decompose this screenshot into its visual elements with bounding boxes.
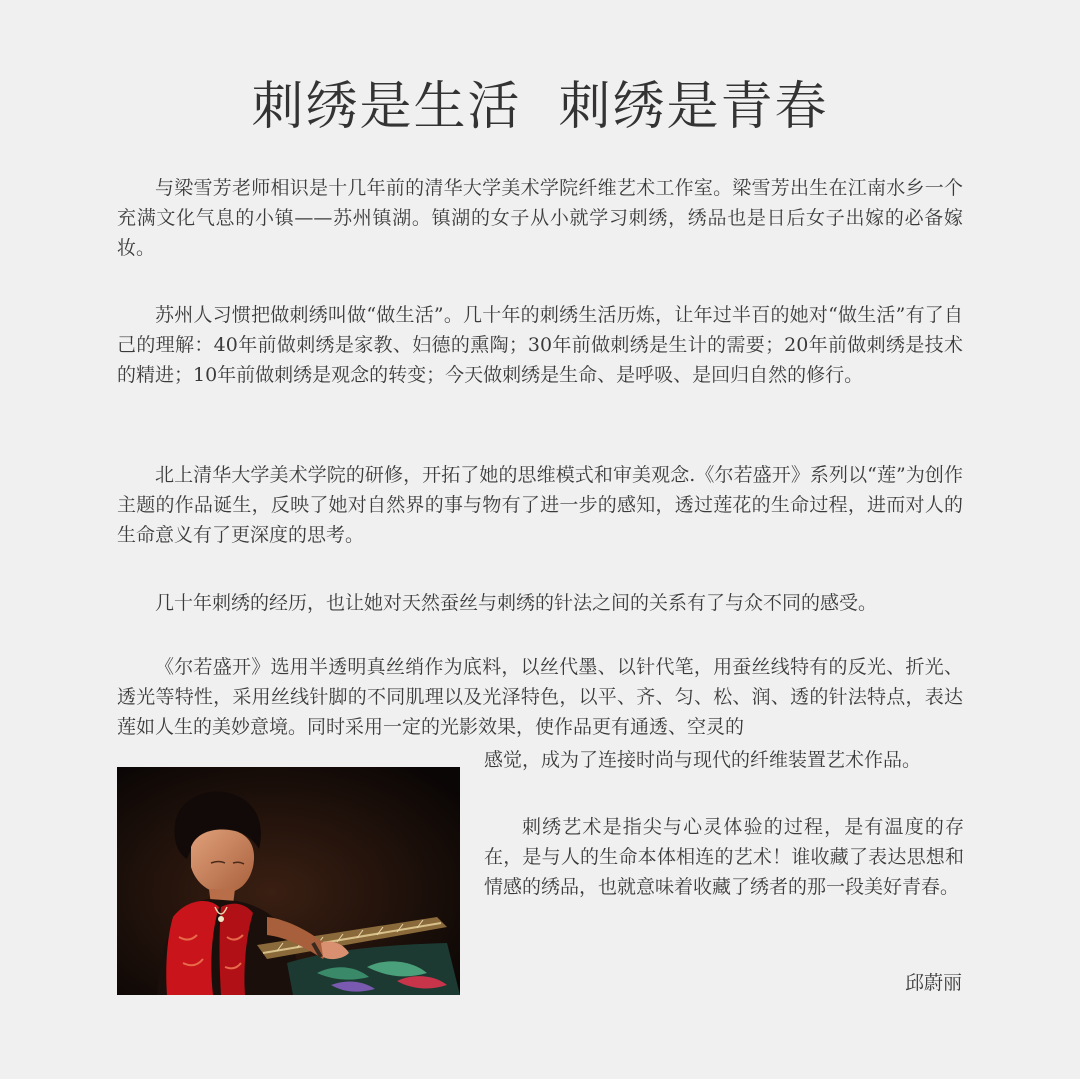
paragraph-experience: 几十年刺绣的经历，也让她对天然蚕丝与刺绣的针法之间的关系有了与众不同的感受。: [155, 592, 878, 614]
paragraph-conclusion: 刺绣艺术是指尖与心灵体验的过程，是有温度的存在，是与人的生命本体相连的艺术！谁收藏了表达思想和情感的绣品，也就意味着收藏了绣者的那一段美好青春。: [484, 816, 964, 898]
embroidery-photo-illustration: [117, 767, 460, 995]
author-signature: 邱蔚丽: [904, 972, 962, 994]
paragraph-erruoshengkai: 《尔若盛开》选用半透明真丝绡作为底料，以丝代墨、以针代笔，用蚕丝线特有的反光、折光、透光等特性，采用丝线针脚的不同肌理以及光泽特色，以平、齐、匀、松、润、透的针法特点，表达莲如人生的美妙意境。同时采用一定的光影效果，使作品更有通透、空灵的: [117, 656, 963, 738]
paragraph-erruoshengkai-end: 感觉，成为了连接时尚与现代的纤维装置艺术作品。: [484, 749, 922, 771]
paragraph-intro: 与梁雪芳老师相识是十几年前的清华大学美术学院纤维艺术工作室。梁雪芳出生在江南水乡一个充满文化气息的小镇——苏州镇湖。镇湖的女子从小就学习刺绣，绣品也是日后女子出嫁的必备嫁妆。: [117, 177, 963, 259]
page-title: 刺绣是生活 刺绣是青春: [251, 77, 829, 137]
paragraph-zuoshenghuo: 苏州人习惯把做刺绣叫做“做生活”。几十年的刺绣生活历炼，让年过半百的她对“做生活”有了自己的理解：40年前做刺绣是家教、妇德的熏陶；30年前做刺绣是生计的需要；20年前做刺绣是技术的精进；10年前做刺绣是观念的转变；今天做刺绣是生命、是呼吸、是回归自然的修行。: [117, 304, 963, 386]
paragraph-tsinghua: 北上清华大学美术学院的研修，开拓了她的思维模式和审美观念.《尔若盛开》系列以“莲”为创作主题的作品诞生，反映了她对自然界的事与物有了进一步的感知，透过莲花的生命过程，进而对人的生命意义有了更深度的思考。: [117, 464, 963, 546]
embroidery-photo: [117, 767, 460, 995]
